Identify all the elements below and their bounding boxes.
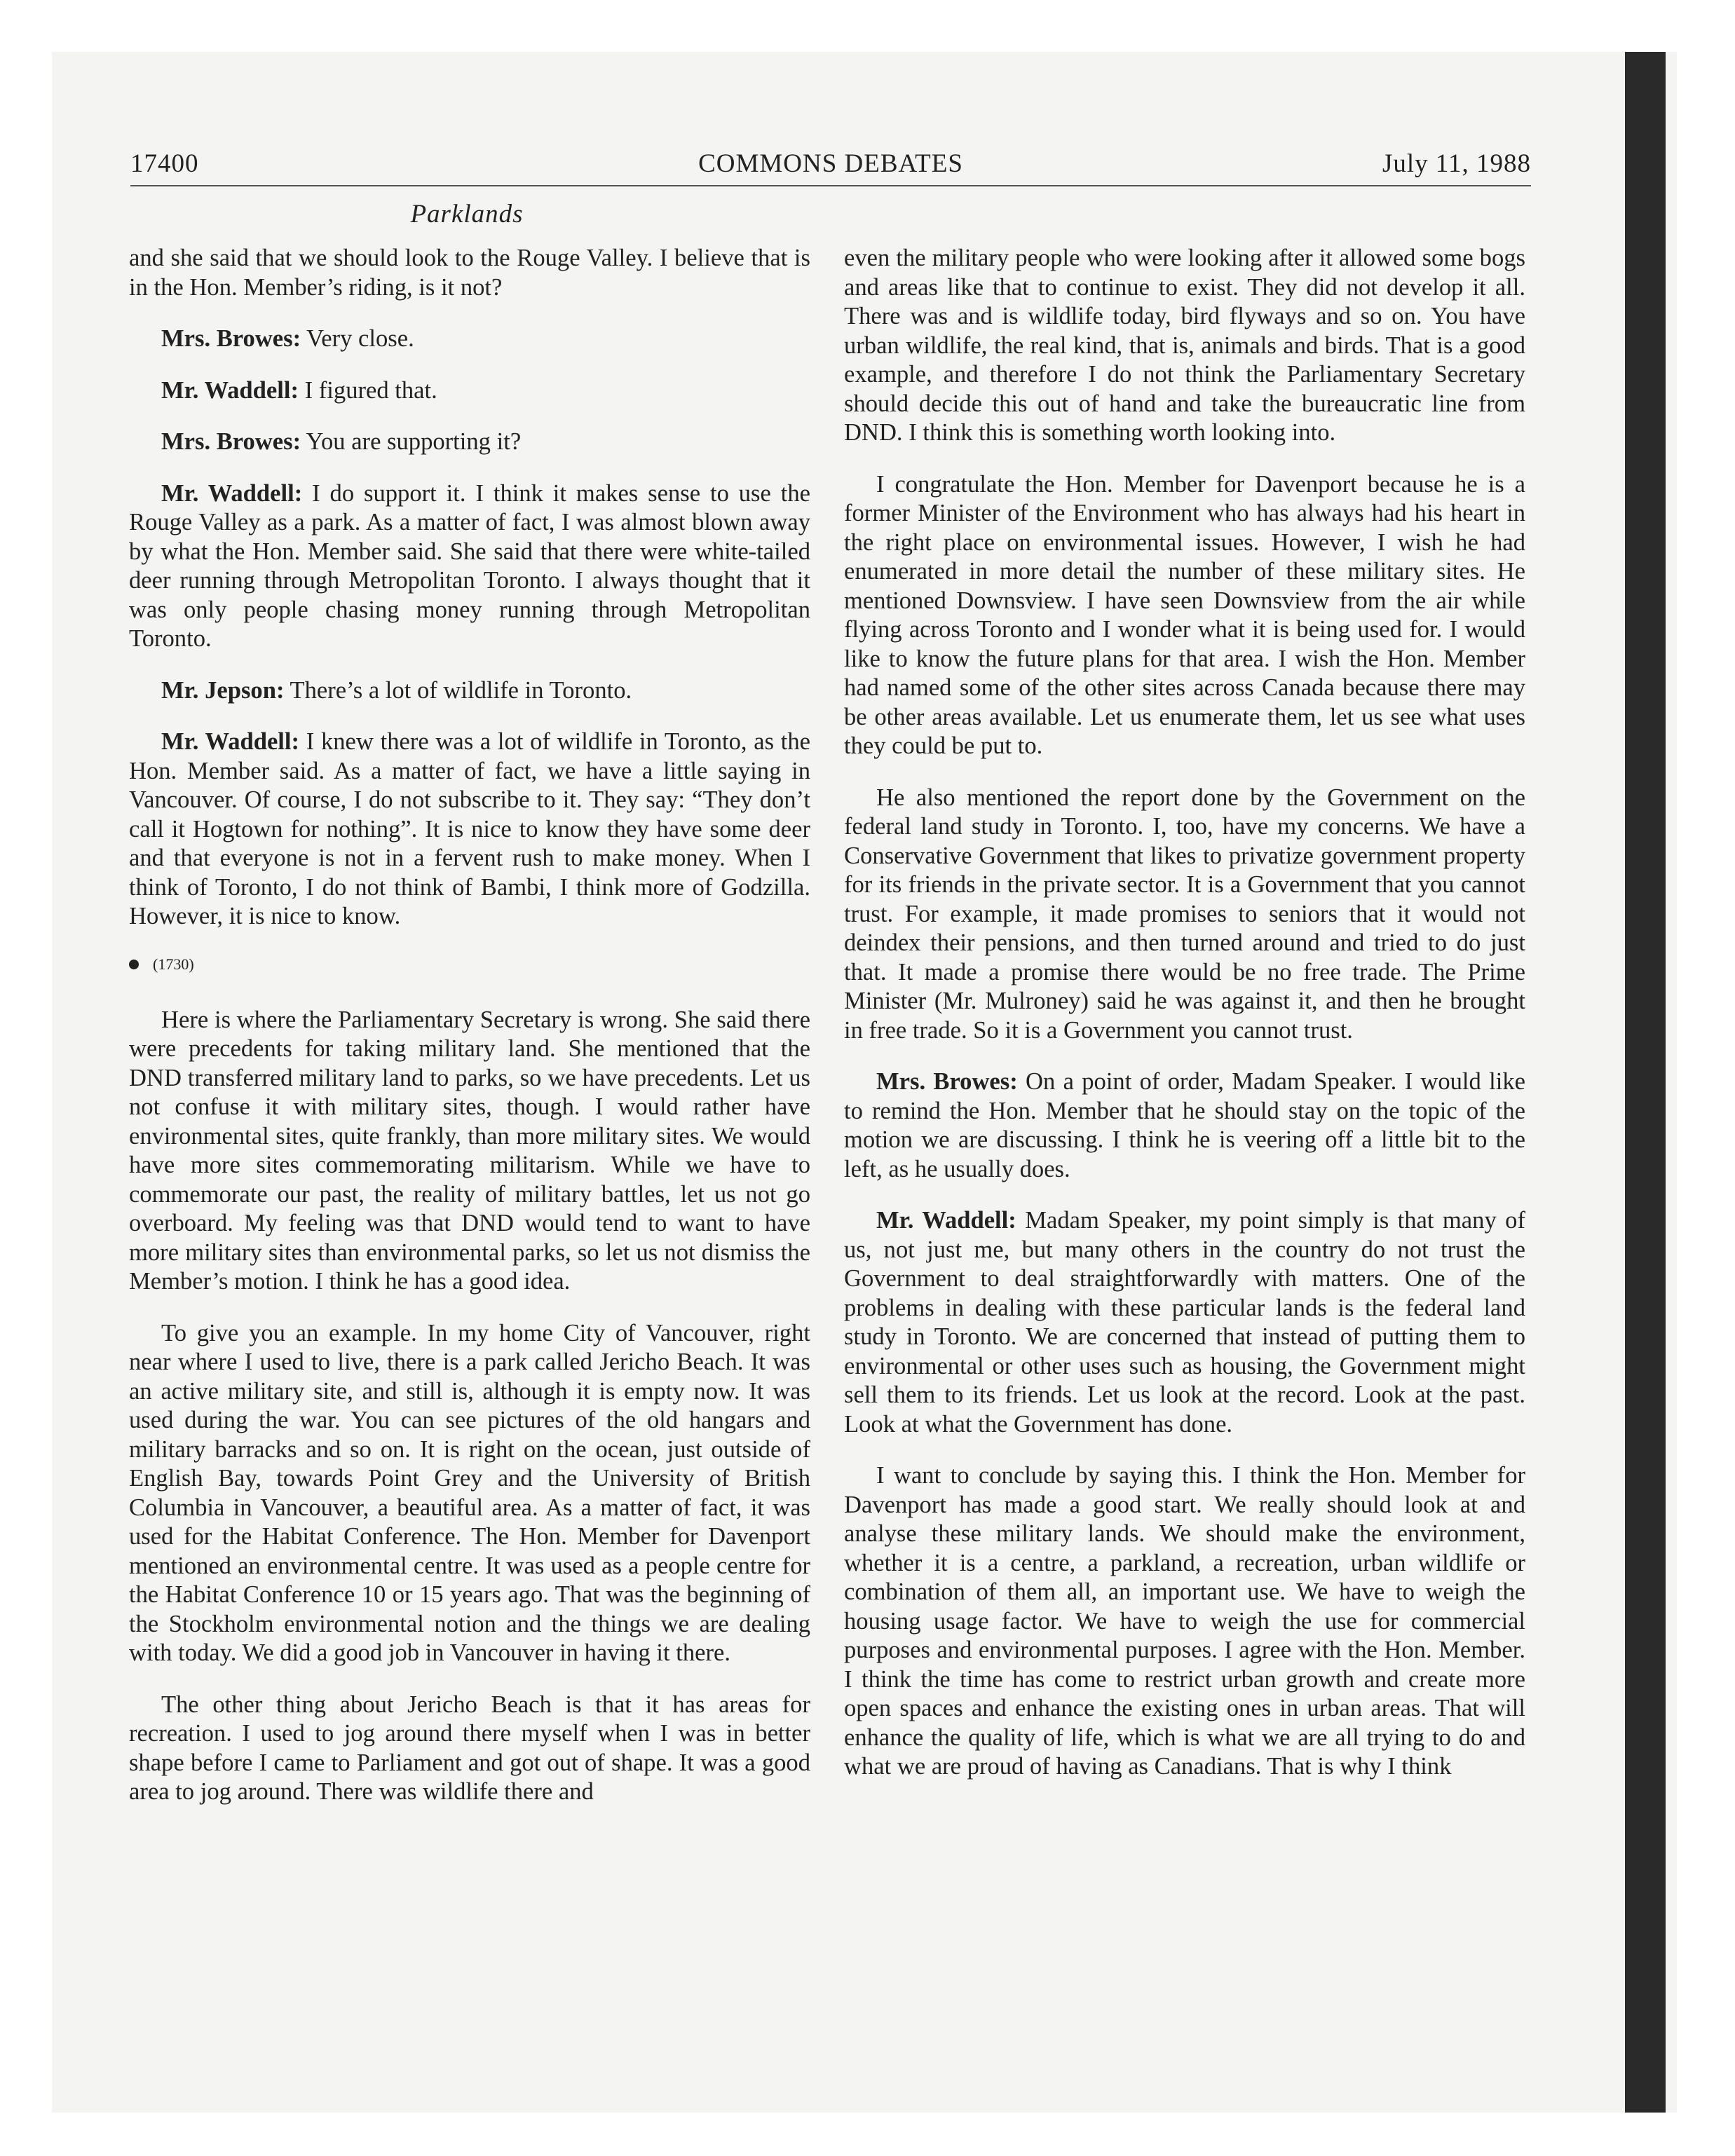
speech-paragraph (844, 1206, 1525, 1439)
speech-paragraph (129, 728, 810, 932)
speaker-name: Mr. Waddell: (161, 376, 299, 404)
page-number: 17400 (130, 149, 199, 178)
speech-text: Madam Speaker, my point simply is that many of us, not just me, but many others in the country do not trust the Government to deal straightforwardly with matters. One of the problems in dealing with these particular lands is the federal land study in Toronto. We are concerned that instead of putting them to environmental or other uses such as housing, the Government might sell them to its friends. Let us look at the record. Look at the past. Look at what the Government has done. (844, 1207, 1525, 1438)
speech-text: There’s a lot of wildlife in Toronto. (284, 676, 632, 704)
bullet-icon (129, 960, 139, 969)
speech-text: Very close. (301, 325, 414, 352)
time-marker-label: (1730) (153, 955, 194, 973)
speech-paragraph (129, 376, 810, 406)
paragraph: Here is where the Parliamentary Secretary is wrong. She said there were precedents for taking military land. She mentioned that the DND transferred military land to parks, so we have precedents. Let us not confuse it with military sites, though. I would rather have environmental sites, quite frankly, than more military sites. We would have more sites commemorating militarism. While we have to commemorate our past, the reality of military battles, let us not go overboard. My feeling was that DND would tend to want to have more military sites than environmental parks, so let us not dismiss the Member’s motion. I think he has a good idea. (129, 1006, 810, 1295)
speaker-name: Mr. Jepson: (161, 676, 285, 704)
time-marker (129, 954, 810, 975)
speech-paragraph (129, 325, 810, 354)
paragraph: The other thing about Jericho Beach is that it has areas for recreation. I used to jog around there myself when I was in better shape before I came to Parliament and got out of shape. It was a good area to jog around. There was wildlife there and (129, 1691, 810, 1805)
left-column (129, 244, 810, 1807)
speaker-name: Mrs. Browes: (876, 1068, 1018, 1095)
speaker-name: Mr. Waddell: (876, 1207, 1016, 1234)
speech-paragraph (844, 1067, 1525, 1184)
paragraph: even the military people who were looking after it allowed some bogs and areas like that to continue to exist. They did not develop it all. There was and is wildlife today, bird flyways and so on. You have urban wildlife, the real kind, that is, animals and birds. That is a good example, and therefore I do not think the Parliamentary Secretary should decide this out of hand and take the bureaucratic line from DND. I think this is something worth looking into. (844, 245, 1525, 446)
speech-text: I figured that. (298, 376, 437, 404)
speech-paragraph (129, 676, 810, 706)
speech-text: I do support it. I think it makes sense to use the Rouge Valley as a park. As a matter of fact, I was almost blown away by what the Hon. Member said. She said that there were white-tailed deer running through Metropolitan Toronto. I always thought that it was only people chasing money running through Metropolitan Toronto. (129, 479, 810, 652)
section-title: Parklands (410, 200, 524, 228)
speech-text: On a point of order, Madam Speaker. I would like to remind the Hon. Member that he should stay on the topic of the motion we are discussing. I think he is veering off a little bit to the left, as he usually does. (844, 1068, 1525, 1182)
paragraph: I congratulate the Hon. Member for Davenport because he is a former Minister of the Environment who has always had his heart in the right place on environmental issues. However, I wish he had enumerated in more detail the number of these military sites. He mentioned Downsview. I have seen Downsview from the air while flying across Toronto and I wonder what it is being used for. I would like to know the future plans for that area. I wish the Hon. Member had named some of the other sites across Canada because there may be other areas available. Let us enumerate them, let us see what uses they could be put to. (844, 470, 1525, 759)
speaker-name: Mrs. Browes: (161, 325, 301, 352)
speech-text: You are supporting it? (301, 428, 522, 455)
paragraph: He also mentioned the report done by the Government on the federal land study in Toronto. I, too, have my concerns. We have a Conservative Government that likes to privatize government property for its friends in the private sector. It is a Government that you cannot trust. For example, it made promises to seniors that it would not deindex their pensions, and then turned around and tried to do just that. It made a promise there would be no free trade. The Prime Minister (Mr. Mulroney) said he was against it, and then he brought in free trade. So it is a Government you cannot trust. (844, 784, 1525, 1044)
speaker-name: Mr. Waddell: (161, 728, 300, 755)
paragraph: and she said that we should look to the Rouge Valley. I believe that is in the Hon. Member’s riding, is it not? (129, 245, 810, 301)
right-column (844, 244, 1525, 1782)
page-header (130, 149, 1531, 186)
speaker-name: Mr. Waddell: (161, 479, 303, 507)
speech-paragraph (129, 479, 810, 654)
speech-paragraph (129, 428, 810, 457)
header-date: July 11, 1988 (1382, 149, 1531, 178)
publication-title: COMMONS DEBATES (698, 149, 963, 178)
speaker-name: Mrs. Browes: (161, 428, 301, 455)
scan-edge-bar (1625, 52, 1666, 2113)
paragraph: I want to conclude by saying this. I think the Hon. Member for Davenport has made a good start. We really should look at and analyse these military lands. We should make the environment, whether it is a centre, a parkland, a recreation, urban wildlife or combination of them all, an important use. We have to weigh the housing usage factor. We have to weigh the use for commercial purposes and environmental purposes. I agree with the Hon. Member. I think the time has come to restrict urban growth and create more open spaces and enhance the existing ones in urban areas. That will enhance the quality of life, which is what we are all trying to do and what we are proud of having as Canadians. That is why I think (844, 1462, 1525, 1780)
speech-text: I knew there was a lot of wildlife in Toronto, as the Hon. Member said. As a matter of fact, we have a little saying in Vancouver. Of course, I do not subscribe to it. They say: “They don’t call it Hogtown for nothing”. It is nice to know they have some deer and that everyone is not in a fervent rush to make money. When I think of Toronto, I do not think of Bambi, I think more of Godzilla. However, it is nice to know. (129, 728, 810, 929)
paragraph: To give you an example. In my home City of Vancouver, right near where I used to live, there is a park called Jericho Beach. It was an active military site, and still is, although it is empty now. It was used during the war. You can see pictures of the old hangars and military barracks and so on. It is right on the ocean, just outside of English Bay, towards Point Grey and the University of British Columbia in Vancouver, a beautiful area. As a matter of fact, it was used for the Habitat Conference. The Hon. Member for Davenport mentioned an environmental centre. It was used as a people centre for the Habitat Conference 10 or 15 years ago. That was the beginning of the Stockholm environmental notion and the things we are dealing with today. We did a good job in Vancouver in having it there. (129, 1319, 810, 1666)
